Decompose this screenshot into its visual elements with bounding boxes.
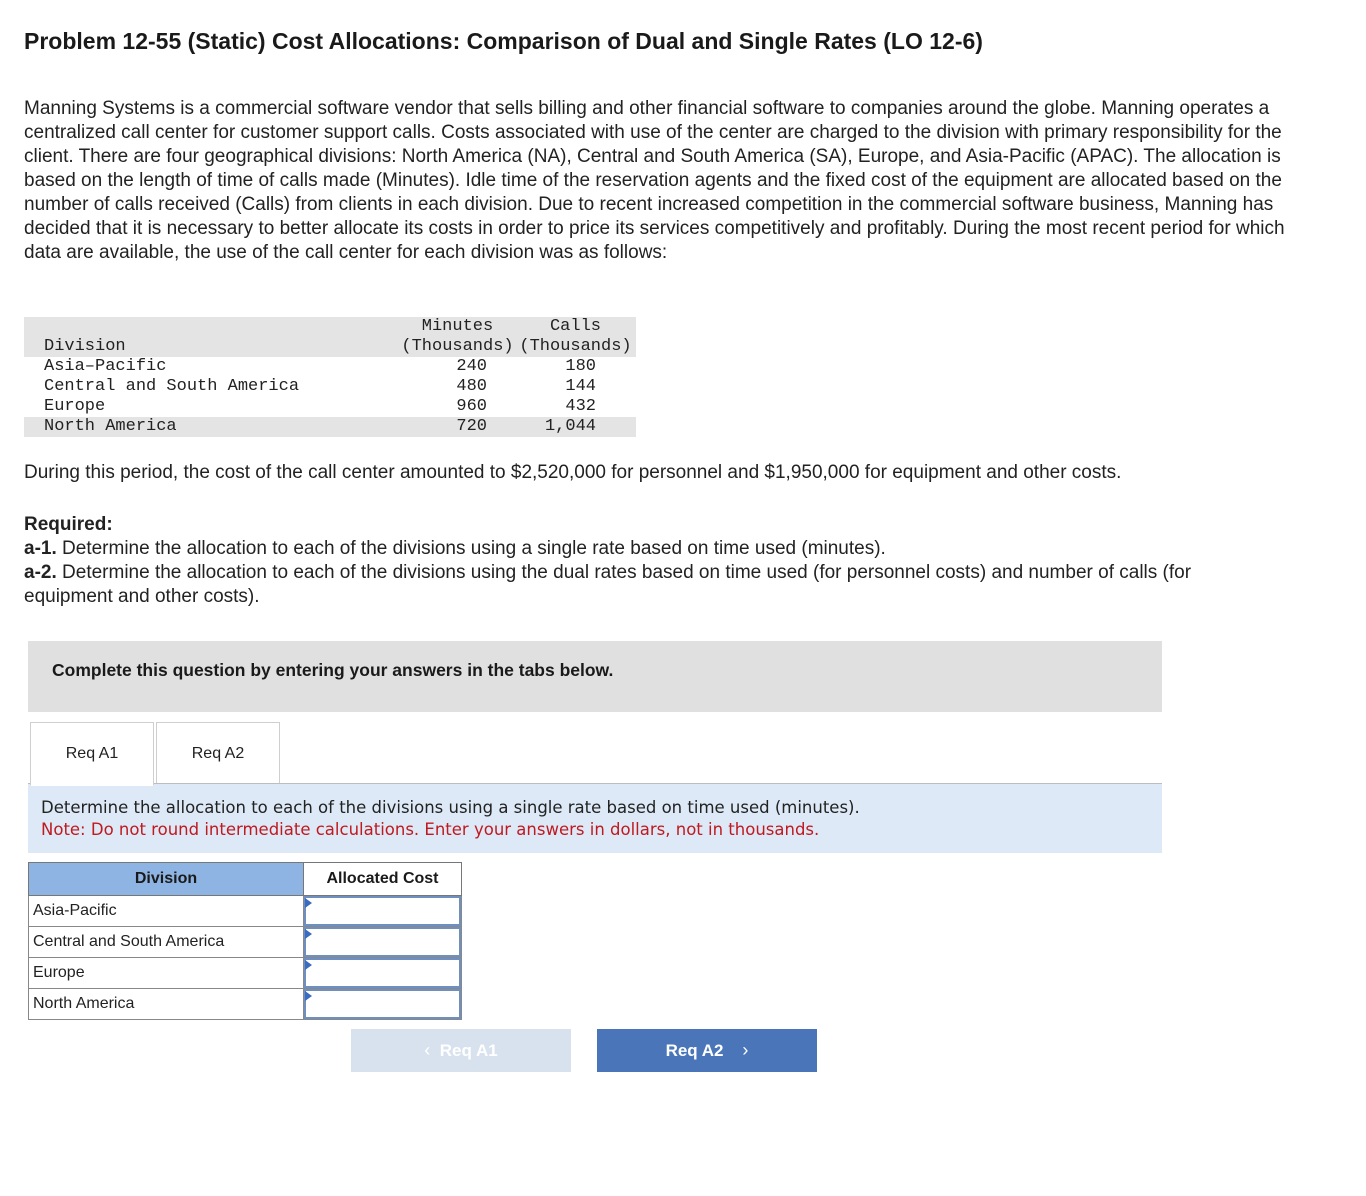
usage-minutes: 720	[400, 417, 515, 437]
next-button-label: Req A2	[665, 1041, 724, 1060]
usage-row	[24, 397, 636, 417]
call-center-usage-table	[24, 317, 636, 437]
answer-division-label: North America	[29, 989, 304, 1020]
instructions-text: Complete this question by entering your answers in the tabs below.	[52, 660, 614, 680]
calls-header: Calls	[515, 317, 636, 337]
problem-intro: Manning Systems is a commercial software vendor that sells billing and other financial software to companies around the globe. Manning operates a centralized call center for customer support calls. Costs associated with use of the center are charged to the division with primary responsibility for the client. There are four geographical divisions: North America (NA), Central and South America (SA), Europe, and Asia-Pacific (APAC). The allocation is based on the length of time of calls made (Minutes). Idle time of the reservation agents and the fixed cost of the equipment are allocated based on the number of calls received (Calls) from clients in each division. Due to recent increased competition in the commercial software business, Manning has decided that it is necessary to better allocate its costs in order to price its services competitively and profitably. During the most recent period for which data are available, the use of the call center for each division was as follows:	[24, 98, 1285, 263]
allocated-cost-input-central-south-america[interactable]	[304, 927, 461, 957]
answer-division-label: Central and South America	[29, 927, 304, 958]
input-marker-icon	[305, 960, 312, 970]
answer-cost-header: Allocated Cost	[304, 863, 462, 896]
usage-division: Central and South America	[44, 377, 300, 396]
answer-row	[29, 896, 462, 927]
allocated-cost-input-north-america[interactable]	[304, 989, 461, 1019]
chevron-right-icon: ›	[742, 1040, 749, 1060]
answer-division-label: Asia-Pacific	[29, 896, 304, 927]
allocated-cost-input-asia-pacific[interactable]	[304, 896, 461, 926]
answer-header-row	[29, 863, 462, 896]
usage-row	[24, 357, 636, 377]
prev-button-label: Req A1	[439, 1041, 498, 1060]
chevron-left-icon: ‹	[424, 1040, 431, 1060]
usage-header-row-2	[24, 337, 636, 357]
usage-calls: 432	[565, 397, 596, 416]
panel-note: Note: Do not round intermediate calculations. Enter your answers in dollars, not in thousands.	[41, 820, 820, 839]
usage-calls: 144	[565, 377, 596, 396]
allocated-cost-input-europe[interactable]	[304, 958, 461, 988]
usage-minutes: 480	[456, 377, 487, 396]
answer-division-header: Division	[29, 863, 304, 896]
answer-division-label: Europe	[29, 958, 304, 989]
a1-text: Determine the allocation to each of the divisions using a single rate based on time used (minutes).	[62, 538, 886, 559]
usage-minutes: 960	[456, 397, 487, 416]
required-section	[24, 513, 1274, 609]
a2-text: Determine the allocation to each of the divisions using the dual rates based on time used (for personnel costs) and number of calls (for equipment and other costs).	[24, 562, 1192, 607]
answer-row	[29, 958, 462, 989]
problem-title: Problem 12-55 (Static) Cost Allocations: Comparison of Dual and Single Rates (LO 12-6)	[24, 28, 983, 54]
minutes-header: Minutes	[400, 317, 515, 337]
usage-minutes: 240	[456, 357, 487, 376]
usage-row	[24, 417, 636, 437]
required-heading: Required:	[24, 514, 113, 535]
tab-req-a2[interactable]: Req A2	[156, 722, 280, 786]
usage-division: North America	[24, 417, 400, 437]
usage-header-row-1	[24, 317, 636, 337]
usage-calls: 180	[565, 357, 596, 376]
panel-instruction: Determine the allocation to each of the divisions using a single rate based on time used (minutes).	[41, 798, 860, 817]
allocation-answer-table	[28, 862, 462, 1020]
division-header: Division	[24, 337, 400, 357]
a2-label: a-2.	[24, 562, 57, 583]
answer-row	[29, 927, 462, 958]
minutes-unit-header: (Thousands)	[401, 337, 514, 356]
prev-req-a1-button[interactable]	[351, 1029, 571, 1072]
input-marker-icon	[305, 991, 312, 1001]
input-marker-icon	[305, 929, 312, 939]
calls-unit-header: (Thousands)	[515, 337, 636, 357]
usage-calls: 1,044	[515, 417, 636, 437]
next-req-a2-button[interactable]	[597, 1029, 817, 1072]
cost-statement: During this period, the cost of the call center amounted to $2,520,000 for personnel and $1,950,000 for equipment and other costs.	[24, 462, 1122, 483]
a1-label: a-1.	[24, 538, 57, 559]
question-panel	[28, 784, 1162, 853]
usage-division: Europe	[44, 397, 106, 416]
instructions-banner	[28, 641, 1162, 712]
tab-req-a1[interactable]: Req A1	[30, 722, 154, 786]
usage-row	[24, 377, 636, 397]
input-marker-icon	[305, 898, 312, 908]
usage-division: Asia–Pacific	[44, 357, 167, 376]
answer-row	[29, 989, 462, 1020]
